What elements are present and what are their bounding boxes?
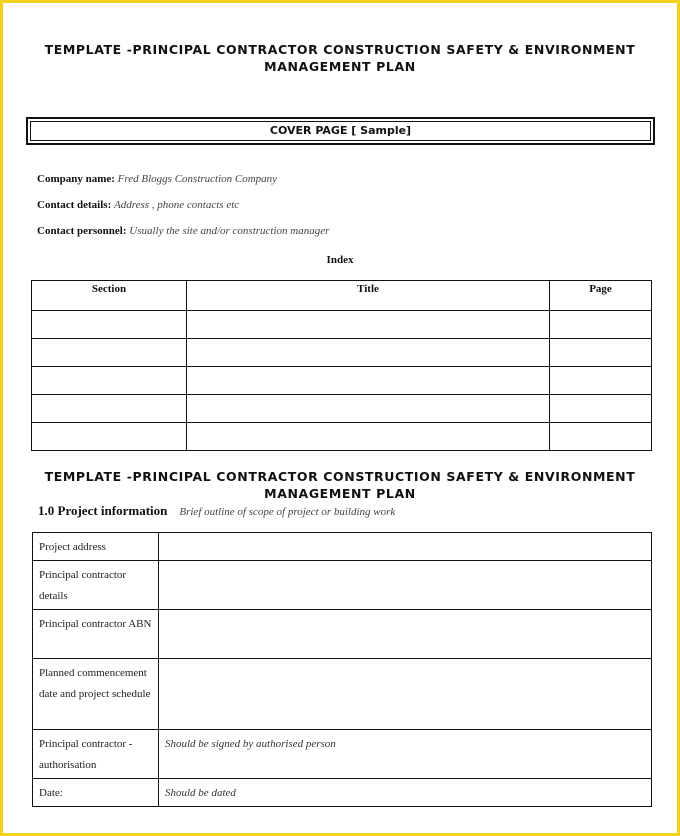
project-info-title-line: [38, 502, 395, 520]
index-cell[interactable]: [32, 339, 187, 367]
document-heading: [3, 41, 677, 75]
index-column-header: Title: [187, 281, 550, 311]
index-row: [32, 423, 652, 451]
project-info-row: [33, 610, 652, 659]
index-cell[interactable]: [187, 311, 550, 339]
index-cell[interactable]: [187, 367, 550, 395]
index-cell[interactable]: [32, 395, 187, 423]
index-cell[interactable]: [550, 423, 652, 451]
project-info-table: [32, 532, 652, 807]
index-cell[interactable]: [550, 311, 652, 339]
section-heading: [3, 468, 677, 502]
company-name-value: Fred Bloggs Construction Company: [117, 173, 278, 185]
index-cell[interactable]: [550, 367, 652, 395]
contact-personnel-value: Usually the site and/or construction manager: [129, 225, 330, 237]
index-cell[interactable]: [32, 311, 187, 339]
contact-personnel-label: Contact personnel:: [37, 225, 127, 237]
index-cell[interactable]: [187, 339, 550, 367]
index-cell[interactable]: [32, 423, 187, 451]
contractor-abn-label: Principal contractor ABN: [33, 610, 159, 659]
index-row: [32, 367, 652, 395]
index-column-header: Section: [32, 281, 187, 311]
contact-details-line: [37, 199, 239, 211]
contact-details-label: Contact details:: [37, 199, 112, 211]
section-heading-line-2: MANAGEMENT PLAN: [264, 486, 416, 501]
index-column-header: Page: [550, 281, 652, 311]
index-cell[interactable]: [187, 395, 550, 423]
cover-page-label: COVER PAGE [ Sample]: [30, 121, 651, 141]
document-page: [3, 3, 677, 833]
project-info-description: Brief outline of scope of project or building work: [179, 506, 396, 518]
index-cell[interactable]: [550, 339, 652, 367]
contact-details-value: Address , phone contacts etc: [114, 199, 240, 211]
project-info-row: [33, 659, 652, 730]
project-address-field[interactable]: [159, 533, 652, 561]
contractor-abn-field[interactable]: [159, 610, 652, 659]
index-cell[interactable]: [550, 395, 652, 423]
index-row: [32, 311, 652, 339]
project-address-label: Project address: [33, 533, 159, 561]
project-info-row: [33, 730, 652, 779]
commencement-schedule-field[interactable]: [159, 659, 652, 730]
date-field[interactable]: Should be dated: [159, 779, 652, 807]
company-name-label: Company name:: [37, 173, 115, 185]
authorisation-label: Principal contractor - authorisation: [33, 730, 159, 779]
contractor-details-label: Principal contractor details: [33, 561, 159, 610]
authorisation-field[interactable]: Should be signed by authorised person: [159, 730, 652, 779]
index-cell[interactable]: [32, 367, 187, 395]
contact-personnel-line: [37, 225, 329, 237]
index-header-row: [32, 281, 652, 311]
index-table: [31, 280, 652, 451]
index-row: [32, 339, 652, 367]
cover-page-banner: [26, 117, 655, 145]
company-name-line: [37, 173, 277, 185]
project-info-title: 1.0 Project information: [38, 503, 168, 518]
project-info-row: [33, 561, 652, 610]
contractor-details-field[interactable]: [159, 561, 652, 610]
project-info-row: [33, 779, 652, 807]
commencement-schedule-label: Planned commencement date and project schedule: [33, 659, 159, 730]
index-label: Index: [326, 254, 354, 266]
index-row: [32, 395, 652, 423]
project-info-row: [33, 533, 652, 561]
document-heading-line-2: MANAGEMENT PLAN: [264, 59, 416, 74]
section-heading-line-1: TEMPLATE -PRINCIPAL CONTRACTOR CONSTRUCTION SAFETY & ENVIRONMENT: [44, 469, 636, 484]
document-heading-line-1: TEMPLATE -PRINCIPAL CONTRACTOR CONSTRUCTION SAFETY & ENVIRONMENT: [44, 42, 636, 57]
date-label: Date:: [33, 779, 159, 807]
index-cell[interactable]: [187, 423, 550, 451]
